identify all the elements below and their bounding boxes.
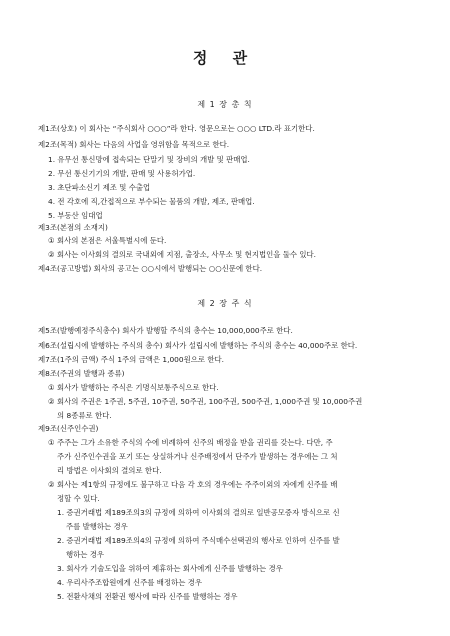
article-line: 제2조(목적) 회사는 다음의 사업을 영위함을 목적으로 한다. — [38, 140, 230, 149]
sub-list-item-continued: 행하는 경우 — [66, 550, 105, 559]
article-line: 제5조(발행예정주식총수) 회사가 발행할 주식의 총수는 10,000,000주로 한다. — [38, 326, 293, 335]
list-item: 2. 무선 통신기기의 개발, 판매 및 사용허가업. — [48, 169, 196, 178]
list-item: ① 회사의 본점은 서울특별시에 둔다. — [48, 236, 167, 245]
list-item: ② 회사는 이사회의 결의로 국내외에 지점, 출장소, 사무소 및 현지법인을 둘수 있다. — [48, 250, 316, 259]
chapter-heading: 제 2 장 주 식 — [197, 299, 253, 308]
list-item: 4. 전 각호에 직,간접적으로 부수되는 물품의 개발, 제조, 판매업. — [48, 197, 255, 206]
sub-list-item: 1. 증권거래법 제189조의3의 규정에 의하여 이사회의 결의로 일반공모증자 방식으로 신 — [57, 508, 340, 517]
list-item: 1. 유무선 통신망에 접속되는 단말기 및 장비의 개발 및 판매업. — [48, 155, 250, 164]
article-line: 제3조(본점의 소재지) — [38, 223, 108, 232]
article-line: 제6조(설립시에 발행하는 주식의 총수) 회사가 설립시에 발행하는 주식의 총수는 40,000주로 한다. — [38, 341, 358, 350]
list-item: ① 회사가 발행하는 주식은 기명식보통주식으로 한다. — [48, 383, 219, 392]
sub-list-item: 3. 회사가 기술도입을 위하여 제휴하는 회사에게 신주를 발행하는 경우 — [57, 564, 283, 573]
sub-list-item-continued: 주를 발행하는 경우 — [66, 522, 128, 531]
article-line: 제8조(주권의 발행과 종류) — [38, 369, 125, 378]
chapter-heading: 제 1 장 총 칙 — [197, 100, 253, 109]
list-item: ② 회사는 제1항의 규정에도 불구하고 다음 각 호의 경우에는 주주이외의 자에게 신주를 배 — [48, 480, 338, 489]
article-line: 제1조(상호) 이 회사는 “주식회사 ○○○”라 한다. 영문으로는 ○○○ LTD.라 표기한다. — [38, 124, 315, 133]
sub-list-item: 5. 전환사채의 전환권 행사에 따라 신주를 발행하는 경우 — [57, 592, 238, 601]
list-item: 5. 부동산 임대업 — [48, 211, 103, 220]
list-item-continued: 정할 수 있다. — [57, 494, 100, 503]
document-title: 정 관 — [192, 49, 258, 67]
list-item: 3. 초단파소신기 제조 및 수출업 — [48, 183, 151, 192]
list-item-continued: 리 방법은 이사회의 결의로 한다. — [57, 466, 162, 475]
list-item-continued: 의 8종류로 한다. — [57, 411, 112, 420]
list-item: ① 주주는 그가 소유한 주식의 수에 비례하여 신주의 배정을 받을 권리를 갖는다. 다만, 주 — [48, 438, 333, 447]
article-line: 제4조(공고방법) 회사의 공고는 ○○시에서 발행되는 ○○신문에 한다. — [38, 264, 263, 273]
sub-list-item: 4. 우리사주조합원에게 신주를 배정하는 경우 — [57, 578, 202, 587]
sub-list-item: 2. 증권거래법 제189조의4의 규정에 의하여 주식매수선택권의 행사로 인하여 신주를 발 — [57, 536, 340, 545]
article-line: 제9조(신주인수권) — [38, 424, 99, 433]
list-item: ② 회사의 주권은 1주권, 5주권, 10주권, 50주권, 100주권, 500주권, 1,000주권 및 10,000주권 — [48, 397, 363, 406]
article-line: 제7조(1주의 금액) 주식 1주의 금액은 1,000원으로 한다. — [38, 355, 224, 364]
list-item-continued: 주가 신주인수권을 포기 또는 상실하거나 신주배정에서 단주가 발생하는 경우에는 그 처 — [57, 452, 338, 461]
